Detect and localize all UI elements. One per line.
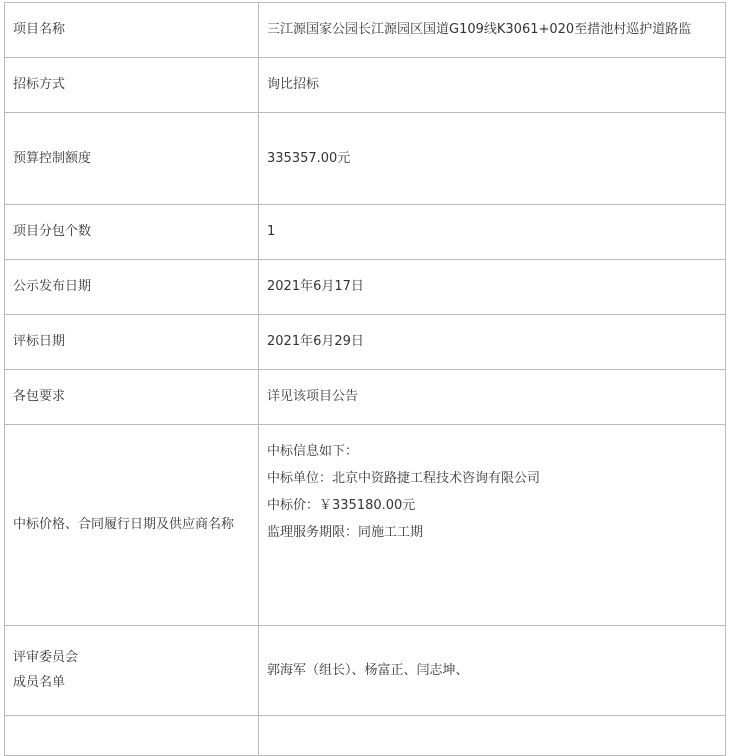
table-row: [5, 113, 726, 205]
award-intro: 中标信息如下：: [267, 444, 359, 459]
table-row: [5, 425, 726, 626]
bid-result-table: [4, 2, 726, 756]
award-price: 中标价：￥335180.00元: [267, 498, 416, 513]
row-label-award-info: 中标价格、合同履行日期及供应商名称: [5, 425, 259, 626]
row-value-package-requirements: 详见该项目公告: [259, 370, 726, 425]
row-label-package-requirements: 各包要求: [5, 370, 259, 425]
row-label-publish-date: 公示发布日期: [5, 260, 259, 315]
table-row: [5, 260, 726, 315]
row-label-project-name: 项目名称: [5, 3, 259, 58]
table-row: [5, 315, 726, 370]
table-row: [5, 205, 726, 260]
row-value-evaluation-date: 2021年6月29日: [259, 315, 726, 370]
row-label-evaluation-date: 评标日期: [5, 315, 259, 370]
row-value-budget: 335357.00元: [259, 113, 726, 205]
table-row: [5, 370, 726, 425]
row-label-budget: 预算控制额度: [5, 113, 259, 205]
table-row: [5, 3, 726, 58]
award-service-period: 监理服务期限：同施工工期: [267, 525, 424, 540]
committee-label-line-2: 成员名单: [13, 675, 66, 690]
row-value-committee: 郭海军（组长）、杨富正、闫志坤、: [259, 626, 726, 716]
row-value-project-name: 三江源国家公园长江源园区国道G109线K3061+020至措池村巡护道路监: [259, 3, 726, 58]
row-value-award-info: [259, 425, 726, 626]
row-label-bid-method: 招标方式: [5, 58, 259, 113]
award-winner: 中标单位：北京中资路捷工程技术咨询有限公司: [267, 471, 541, 486]
row-value-bid-method: 询比招标: [259, 58, 726, 113]
table-row: [5, 58, 726, 113]
row-value-package-count: 1: [259, 205, 726, 260]
committee-label-line-1: 评审委员会: [13, 650, 79, 665]
row-label-package-count: 项目分包个数: [5, 205, 259, 260]
row-label-committee: [5, 626, 259, 716]
row-value-publish-date: 2021年6月17日: [259, 260, 726, 315]
table-row: [5, 626, 726, 716]
